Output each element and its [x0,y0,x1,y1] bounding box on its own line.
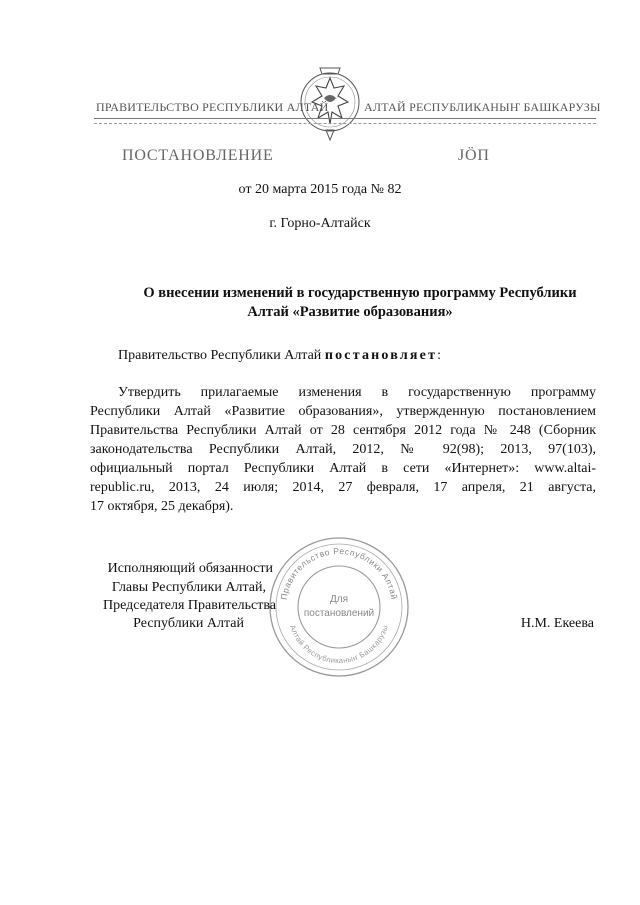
body-line-last: 17 октября, 25 декабря). [90,499,234,514]
intro-keyword: постановляет [324,348,438,363]
document-date-number: от 20 марта 2015 года № 82 [238,182,402,197]
document-title-line-1: О внесении изменений в государственную программу Республики [143,285,577,301]
body-line: Утвердить прилагаемые изменения в государственную программу [118,385,596,400]
document-city: г. Горно-Алтайск [269,216,371,231]
doc-type-russian: ПОСТАНОВЛЕНИЕ [122,147,274,164]
signer-position-line-4: Республики Алтай [133,616,244,631]
body-line: официальный портал Республики Алтай в сети «Интернет»: www.altai- [90,461,596,476]
signer-position-line-2: Главы Республики Алтай, [111,580,266,595]
body-line: Республики Алтай «Развитие образования», утвержденную постановлением [90,404,596,419]
stamp-ring-text-bottom: Алтай Республиканыҥ Башкарузы [288,623,390,666]
intro-prefix: Правительство Республики Алтай [118,348,325,363]
document-title-line-2: Алтай «Развитие образования» [247,304,453,320]
header-divider-dashed [94,123,596,124]
body-line: Правительства Республики Алтай от 28 сентября 2012 года № 248 (Сборник [90,423,596,438]
org-name-altai: АЛТАЙ РЕСПУБЛИКАНЫҤ БАШКАРУЗЫ [364,100,601,114]
doc-type-altai: JӦП [458,147,490,164]
svg-text:Правительство Республики Алтай [278,546,399,601]
header-divider [94,118,596,119]
resolution-intro [118,348,441,364]
signer-position-line-3: Председателя Правительства [102,598,276,613]
stamp-center-line-2: постановлений [303,608,375,619]
signer-position-line-1: Исполняющий обязанности [107,561,273,576]
signer-name: Н.М. Екеева [520,616,594,631]
body-line: republic.ru, 2013, 24 июля; 2014, 27 февраля, 17 апреля, 21 августа, [90,480,596,495]
stamp-ring-text: Правительство Республики Алтай [278,545,400,601]
body-line: законодательства Республики Алтай, 2012, № 92(98); 2013, 97(103), [90,442,596,457]
org-name-russian: ПРАВИТЕЛЬСТВО РЕСПУБЛИКИ АЛТАЙ [96,100,329,114]
stamp-center-line-1: Для [329,594,349,605]
intro-suffix: : [437,348,442,363]
official-seal-stamp-icon [268,536,410,678]
